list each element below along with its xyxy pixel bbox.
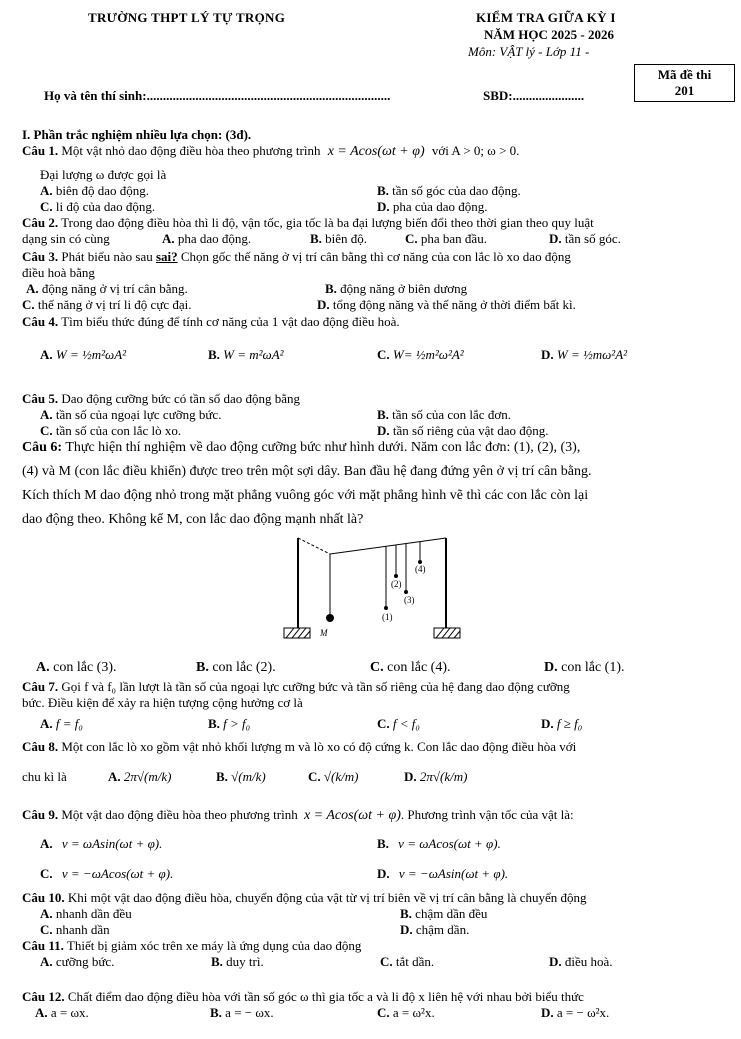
option-letter: C. [40,423,53,438]
question-9-option-b[interactable] [377,836,501,851]
option-letter: B. [211,954,223,969]
option-text: W = m²ωA² [223,347,284,362]
question-8-line2: chu kì là [22,769,67,784]
option-text: thế năng ở vị trí li độ cực đại. [37,297,192,312]
question-9-stem: Một vật dao động điều hòa theo phương trình [61,807,298,822]
option-letter: B. [310,231,322,246]
question-9-post: . Phương trình vận tốc của vật là: [400,807,574,822]
question-2-option-c[interactable] [405,231,487,246]
question-8-option-d[interactable] [404,769,467,784]
question-2-option-b[interactable] [310,231,367,246]
option-text: duy trì. [226,954,264,969]
candidate-id-field: SBD:...................... [483,88,585,103]
option-letter: A. [40,183,53,198]
question-10-option-d[interactable] [400,922,469,937]
option-letter: D. [404,769,417,784]
option-letter: A. [26,281,39,296]
option-text: 2π√(m/k) [123,769,172,784]
question-2-option-d[interactable] [549,231,621,246]
question-3-stem-post: Chọn gốc thế năng ở vị trí cân bằng thì cơ năng của con lắc lò xo dao động [180,249,571,264]
question-9 [22,807,574,823]
pendulum-label-3: (3) [404,595,415,605]
question-3-option-c[interactable] [22,297,192,312]
question-1-formula: x = Acos(ωt + φ) [327,144,425,159]
option-text: 2π√(k/m) [419,769,468,784]
section-title: I. Phần trắc nghiệm nhiều lựa chọn: (3đ). [22,127,252,142]
question-7-label: Câu 7. [22,679,59,694]
option-text: con lắc (2). [212,660,276,675]
option-letter: C. [377,347,390,362]
question-7-option-b[interactable] [208,716,250,731]
option-text: động năng ở vị trí cân bằng. [41,281,188,296]
school-year: NĂM HỌC 2025 - 2026 [484,27,614,42]
option-text: W = ½m²ωA² [55,347,127,362]
question-5-option-d[interactable] [377,423,548,438]
question-9-formula: x = Acos(ωt + φ) [303,808,401,823]
option-text: tổng động năng và thế năng ở thời điểm bất kì. [332,297,576,312]
option-text: chậm dần. [415,922,470,937]
question-5-label: Câu 5. [22,391,59,406]
option-text: tần số của con lắc đơn. [392,407,511,422]
question-11 [22,938,361,953]
question-10-option-c[interactable] [40,922,110,937]
option-letter: D. [541,716,554,731]
option-text: f ≥ f₀ [556,716,583,731]
question-4-label: Câu 4. [22,314,59,329]
option-text: f = f₀ [55,716,83,731]
question-7-option-c[interactable] [377,716,420,731]
question-10-option-b[interactable] [400,906,487,921]
question-8-stem: Một con lắc lò xo gồm vật nhỏ khối lượng m và lò xo có độ cứng k. Con lắc dao động điều hòa với [61,739,577,754]
question-1-stem: Một vật nhỏ dao động điều hòa theo phương trình [61,143,321,158]
question-1-option-d[interactable] [377,199,487,214]
option-text: con lắc (3). [53,660,117,675]
question-1-line2: Đại lượng ω được gọi là [40,167,167,182]
option-text: biên độ dao động. [55,183,150,198]
question-1-condition: với A > 0; ω > 0. [431,143,520,158]
question-11-option-a[interactable] [40,954,114,969]
question-6-option-d[interactable] [544,660,624,675]
exam-code-value: 201 [674,83,695,98]
option-letter: C. [40,922,53,937]
option-letter: C. [380,954,393,969]
option-text: điều hoà. [564,954,613,969]
question-1-option-a[interactable] [40,183,149,198]
question-8-option-c[interactable] [308,769,358,784]
option-letter: D. [549,954,562,969]
question-5 [22,391,300,406]
option-letter: C. [308,769,321,784]
question-4-option-b[interactable] [208,347,284,362]
option-letter: B. [210,1005,222,1020]
question-8 [22,739,576,754]
option-text: nhanh dần [55,922,110,937]
option-letter: A. [36,660,50,675]
option-letter: A. [40,836,53,851]
option-text: động năng ở biên dương [340,281,468,296]
question-11-stem: Thiết bị giảm xóc trên xe máy là ứng dụng của dao động [66,938,362,953]
option-letter: B. [377,836,389,851]
option-letter: C. [22,297,35,312]
question-1-label: Câu 1. [22,143,59,158]
option-text: W= ½m²ω²A² [392,347,464,362]
pendulum-m-bob [326,614,334,622]
question-7-stem: Gọi f và f₀ lần lượt là tần số của ngoại lực cưỡng bức và tần số riêng của hệ đang dao động cưỡng [61,679,570,694]
question-12-option-d[interactable] [541,1005,609,1020]
option-letter: D. [317,297,330,312]
option-text: √(k/m) [323,769,359,784]
option-letter: B. [208,716,220,731]
option-letter: A. [40,906,53,921]
pendulum-label-4: (4) [415,564,426,574]
option-letter: B. [325,281,337,296]
question-5-option-a[interactable] [40,407,221,422]
question-2 [22,215,594,230]
option-text: tần số của ngoại lực cưỡng bức. [55,407,222,422]
option-text: chậm dần đều [415,906,488,921]
question-2-line2 [22,231,110,246]
pendulum-label-2: (2) [391,579,402,589]
question-12-option-b[interactable] [210,1005,274,1020]
question-3-option-a[interactable] [26,281,188,296]
option-letter: D. [400,922,413,937]
question-4-option-a[interactable] [40,347,126,362]
question-3-option-b[interactable] [325,281,467,296]
question-6 [22,439,580,457]
question-5-stem: Dao động cưỡng bức có tần số dao động bằng [61,391,301,406]
option-text: √(m/k) [231,769,266,784]
option-text: v = ωAcos(ωt + φ). [398,836,501,851]
option-letter: C. [40,866,53,881]
question-3-line2: điều hoà bằng [22,265,95,280]
option-text: pha của dao động. [392,199,488,214]
question-4-stem: Tìm biểu thức đúng để tính cơ năng của 1 vật dao động điều hoà. [61,314,400,329]
option-text: W = ½mω²A² [556,347,628,362]
question-5-option-c[interactable] [40,423,181,438]
option-text: biên độ. [325,231,368,246]
option-text: tần số riêng của vật dao động. [392,423,549,438]
exam-title: KIỂM TRA GIỮA KỲ I [476,10,616,25]
exam-code-label: Mã đề thi [657,67,712,82]
question-8-label: Câu 8. [22,739,59,754]
option-text: a = − ω²x. [556,1005,610,1020]
option-text: tần số góc. [564,231,621,246]
option-text: v = −ωAsin(ωt + φ). [398,866,509,881]
option-text: tần số của con lắc lò xo. [55,423,182,438]
option-letter: D. [377,199,390,214]
option-letter: C. [405,231,418,246]
question-2-stem: Trong dao động điều hòa thì li độ, vận tốc, gia tốc là ba đại lượng biến đổi theo thời gian theo quy luật [61,215,594,230]
question-7-option-d[interactable] [541,716,582,731]
question-5-option-b[interactable] [377,407,511,422]
option-text: con lắc (4). [387,660,451,675]
option-text: a = ωx. [50,1005,89,1020]
option-text: cưỡng bức. [55,954,115,969]
question-4 [22,314,400,329]
question-7-option-a[interactable] [40,716,83,731]
option-text: nhanh dần đều [55,906,132,921]
question-3-option-d[interactable] [317,297,576,312]
question-12-option-c[interactable] [377,1005,435,1020]
option-text: pha dao động. [177,231,252,246]
option-letter: A. [108,769,121,784]
option-letter: D. [544,660,558,675]
question-1-option-c[interactable] [40,199,155,214]
option-letter: B. [400,906,412,921]
question-4-option-c[interactable] [377,347,464,362]
question-2-stem-cont: dạng sin có cùng [22,231,110,246]
question-11-option-d[interactable] [549,954,613,969]
question-11-label: Câu 11. [22,938,64,953]
question-9-option-d[interactable] [377,866,508,881]
option-letter: B. [196,660,209,675]
pendulum-label-m: M [320,628,328,638]
option-letter: A. [35,1005,48,1020]
option-letter: B. [377,183,389,198]
question-6-stem: Thực hiện thí nghiệm về dao động cưỡng bức như hình dưới. Năm con lắc đơn: (1), (2), (3), [65,440,581,455]
question-10-stem: Khi một vật dao động điều hòa, chuyển động của vật từ vị trí biên về vị trí cân bằng là chuyển động [67,890,587,905]
option-text: v = −ωAcos(ωt + φ). [61,866,174,881]
question-10 [22,890,587,905]
question-4-option-d[interactable] [541,347,627,362]
option-letter: B. [208,347,220,362]
question-10-label: Câu 10. [22,890,65,905]
option-text: con lắc (1). [561,660,625,675]
option-text: a = ω²x. [392,1005,435,1020]
option-letter: C. [377,716,390,731]
option-letter: A. [40,347,53,362]
option-text: f < f₀ [392,716,420,731]
question-1-option-b[interactable] [377,183,521,198]
option-letter: D. [541,1005,554,1020]
question-6-label: Câu 6: [22,440,63,455]
option-letter: D. [549,231,562,246]
question-6-option-a[interactable] [36,660,116,675]
question-9-label: Câu 9. [22,807,59,822]
question-2-label: Câu 2. [22,215,59,230]
question-6-line3: Kích thích M dao động nhỏ trong mặt phẳng vuông góc với mặt phẳng hình vẽ thì các con lắc còn lại [22,488,589,503]
question-3 [22,249,571,264]
option-letter: A. [162,231,175,246]
question-6-option-b[interactable] [196,660,276,675]
question-7 [22,679,570,694]
option-letter: D. [377,866,390,881]
option-letter: C. [377,1005,390,1020]
option-text: li độ của dao động. [55,199,156,214]
question-11-option-c[interactable] [380,954,434,969]
option-letter: A. [40,407,53,422]
exam-code-box [634,64,735,102]
option-text: tắt dần. [395,954,435,969]
option-letter: A. [40,954,53,969]
question-6-line4: dao động theo. Không kể M, con lắc dao động mạnh nhất là? [22,512,364,527]
question-9-option-a[interactable] [40,836,162,851]
option-letter: A. [40,716,53,731]
option-text: a = − ωx. [225,1005,274,1020]
question-11-option-b[interactable] [211,954,264,969]
option-text: pha ban đầu. [420,231,487,246]
option-text: v = ωAsin(ωt + φ). [61,836,163,851]
question-3-emphasis: sai? [155,249,178,264]
question-8-option-a[interactable] [108,769,171,784]
question-3-stem: Phát biểu nào sau [61,249,153,264]
question-8-option-b[interactable] [216,769,266,784]
question-12-label: Câu 12. [22,989,65,1004]
question-2-option-a[interactable] [162,231,251,246]
question-3-label: Câu 3. [22,249,59,264]
option-text: f > f₀ [223,716,251,731]
question-9-option-c[interactable] [40,866,173,881]
question-6-line2: (4) và M (con lắc điều khiển) được treo trên một sợi dây. Ban đầu hệ đang đứng yên ở vị trí cân bằng. [22,464,592,479]
question-10-option-a[interactable] [40,906,132,921]
question-1 [22,143,519,159]
option-letter: C. [370,660,384,675]
question-12-option-a[interactable] [35,1005,89,1020]
option-letter: B. [377,407,389,422]
option-letter: B. [216,769,228,784]
candidate-name-field: Họ và tên thí sinh:........................................................................... [44,88,391,103]
question-12-stem: Chất điểm dao động điều hòa với tần số góc ω thì gia tốc a và li độ x liên hệ với nhau bởi biểu thức [67,989,584,1004]
question-7-line2: bức. Điều kiện để xảy ra hiện tượng cộng hưởng cơ là [22,695,303,710]
question-12 [22,989,584,1004]
option-letter: D. [541,347,554,362]
school-name: TRƯỜNG THPT LÝ TỰ TRỌNG [88,10,286,25]
subject-line: Môn: VẬT lý - Lớp 11 - [468,44,590,59]
question-6-option-c[interactable] [370,660,450,675]
pendulum-diagram [282,534,462,646]
pendulum-label-1: (1) [382,612,393,622]
option-letter: D. [377,423,390,438]
option-text: tần số góc của dao động. [392,183,521,198]
option-letter: C. [40,199,53,214]
